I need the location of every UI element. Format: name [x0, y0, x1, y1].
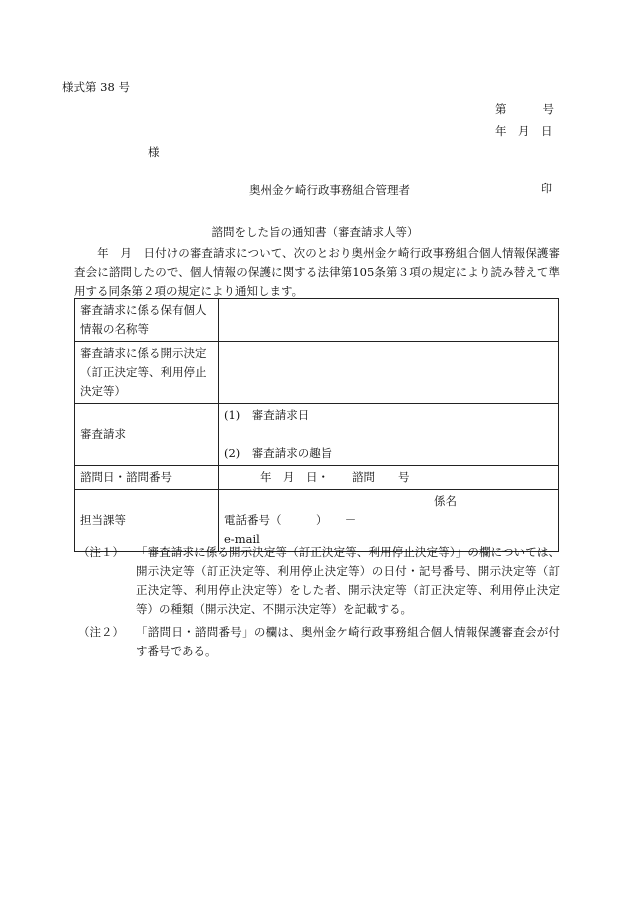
email-address: e-mail — [224, 532, 260, 546]
table-row — [75, 404, 559, 466]
row-label-disclosure-decision: 審査請求に係る開示決定（訂正決定等、利用停止決定等） — [75, 342, 219, 404]
sender-name: 奥州金ケ崎行政事務組合管理者 — [249, 183, 410, 197]
review-request-date: (1) 審査請求日 — [224, 408, 310, 422]
row-label-consultation: 諮問日・諮問番号 — [75, 466, 219, 490]
table-row — [75, 342, 559, 404]
info-table — [74, 298, 559, 552]
row-value-review-request[interactable] — [219, 404, 559, 466]
row-label-review-request: 審査請求 — [75, 404, 219, 466]
document-title: 諮問をした旨の通知書（審査請求人等） — [211, 225, 419, 239]
table-row — [75, 299, 559, 342]
phone-number: 電話番号（ ） － — [224, 513, 357, 527]
document-number-line — [495, 102, 554, 116]
note-2-text: 「諮問日・諮問番号」の欄は、奥州金ケ崎行政事務組合個人情報保護審査会が付す番号である。 — [136, 625, 560, 658]
row-value-personal-info-name[interactable] — [219, 299, 559, 342]
section-name: 係名 — [434, 494, 457, 508]
note-1 — [78, 543, 560, 619]
note-2-label: （注２） — [78, 625, 124, 639]
row-value-disclosure-decision[interactable] — [219, 342, 559, 404]
number-suffix: 号 — [542, 102, 554, 116]
note-1-text: 「審査請求に係る開示決定等（訂正決定等、利用停止決定等）」の欄については、開示決定等（訂正決定等、利用停止決定等）の日付・記号番号、開示決定等（訂正決定等、利用停止決定等）をした者、開示決定等（訂正決定等、利用停止決定等）の種類（開示決定、不開示決定等）を記載する。 — [136, 545, 560, 616]
row-value-consultation[interactable]: 年 月 日・ 諮問 号 — [219, 466, 559, 490]
addressee-honorific: 様 — [148, 145, 160, 159]
form-number: 様式第 38 号 — [62, 80, 130, 94]
seal-mark: 印 — [541, 182, 552, 195]
number-prefix: 第 — [495, 102, 507, 116]
review-request-purpose: (2) 審査請求の趣旨 — [224, 446, 333, 460]
note-1-label: （注１） — [78, 545, 124, 559]
document-date-line: 年 月 日 — [495, 124, 553, 138]
body-paragraph: 年 月 日付けの審査請求について、次のとおり奥州金ケ崎行政事務組合個人情報保護審査会に諮問したので、個人情報の保護に関する法律第105条第３項の規定により読み替えて準用する同条第２項の規定により通知します。 — [74, 246, 560, 298]
note-2 — [78, 623, 560, 661]
table-row — [75, 466, 559, 490]
row-label-department: 担当課等 — [75, 490, 219, 552]
notes — [78, 543, 560, 661]
row-label-personal-info-name: 審査請求に係る保有個人情報の名称等 — [75, 299, 219, 342]
